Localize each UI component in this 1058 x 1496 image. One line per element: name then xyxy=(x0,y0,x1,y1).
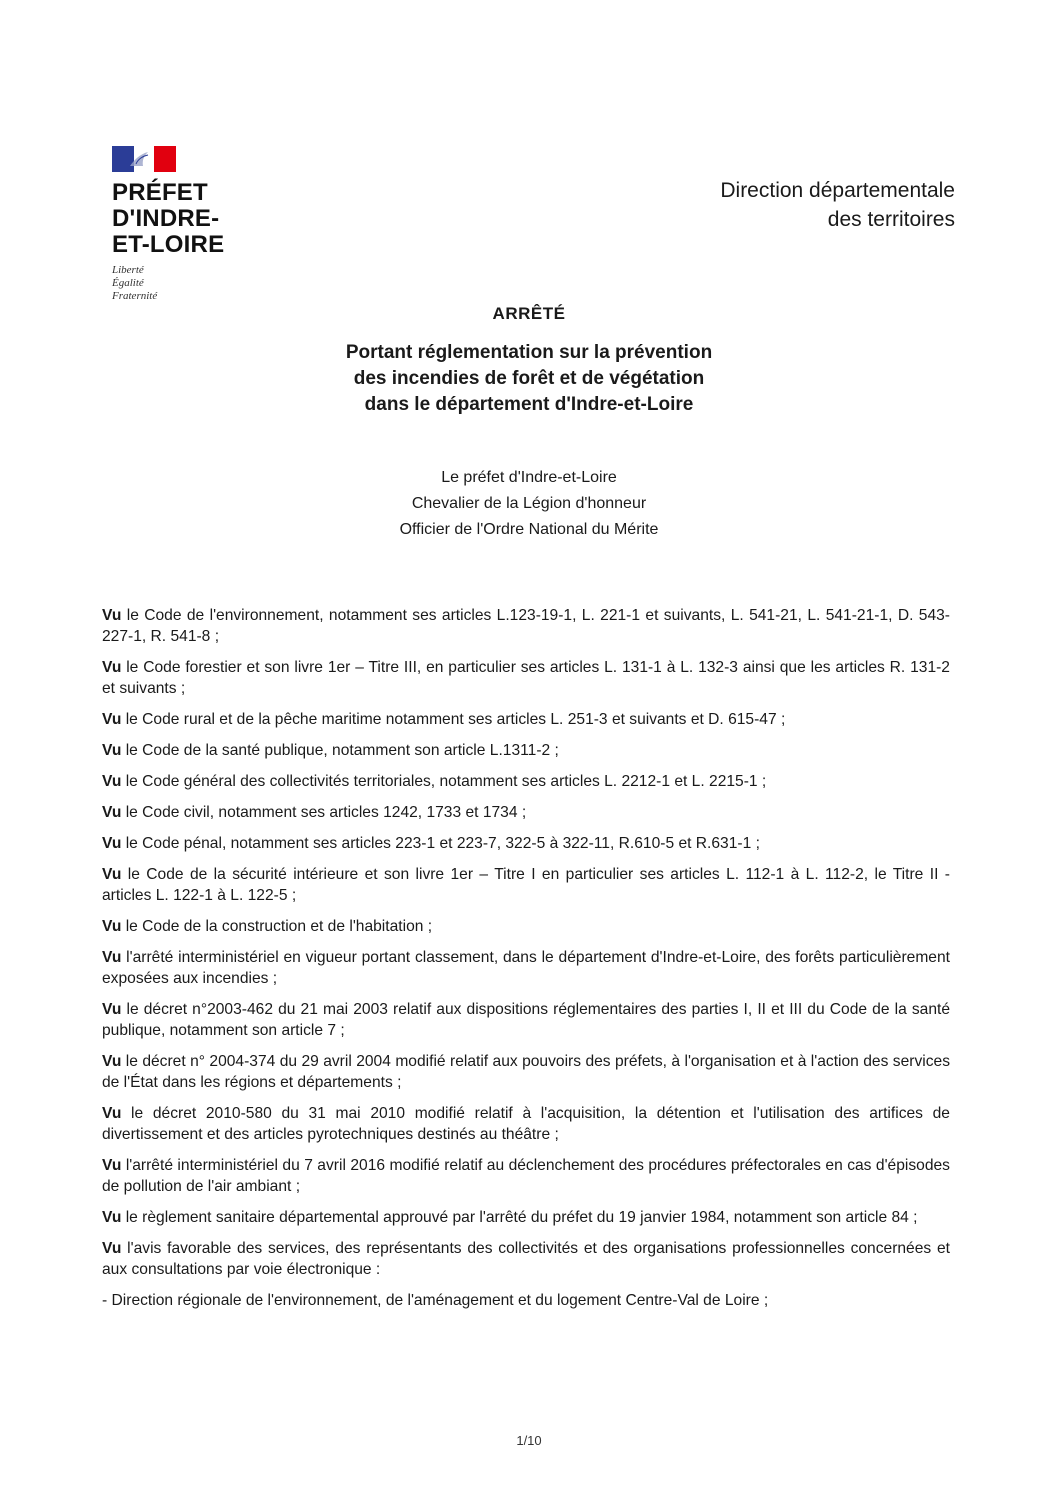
consultation-list-item: - Direction régionale de l'environnement, de l'aménagement et du logement Centre-Val de Loire ; xyxy=(102,1292,769,1309)
considerant-paragraph xyxy=(102,947,950,989)
vu-prefix: Vu xyxy=(102,1209,122,1226)
vu-prefix: Vu xyxy=(102,711,122,728)
vu-prefix: Vu xyxy=(102,835,122,852)
considerant-paragraph xyxy=(102,605,950,647)
document-subject xyxy=(0,340,1058,418)
considerant-text: le Code général des collectivités territoriales, notamment ses articles L. 2212-1 et L. 2215-1 ; xyxy=(125,773,767,790)
page-number: 1/10 xyxy=(516,1433,542,1448)
considerant-paragraph xyxy=(102,1155,950,1197)
subject-line: des incendies de forêt et de végétation xyxy=(353,368,705,389)
considerant-text: l'arrêté interministériel en vigueur portant classement, dans le département d'Indre-et-Loire, des forêts particulièrement exposées aux incendies ; xyxy=(102,949,950,987)
considerant-text: le Code de la construction et de l'habitation ; xyxy=(125,918,433,935)
considerant-text: le Code civil, notamment ses articles 1242, 1733 et 1734 ; xyxy=(125,804,527,821)
vu-prefix: Vu xyxy=(102,866,122,883)
considerant-text: l'arrêté interministériel du 7 avril 2016 modifié relatif au déclenchement des procédures préfectorales en cas d'épisodes de pollution de l'air ambiant ; xyxy=(102,1157,950,1195)
direction-line: des territoires xyxy=(827,208,955,231)
prefecture-logo xyxy=(112,146,252,303)
considerant-text: le décret 2010-580 du 31 mai 2010 modifié relatif à l'acquisition, la détention et l'utilisation des artifices de divertissement et des articles pyrotechniques destinés au théâtre ; xyxy=(102,1105,950,1143)
considerant-paragraph xyxy=(102,657,950,699)
considerant-paragraph xyxy=(102,916,950,937)
motto-line: Liberté xyxy=(112,264,144,276)
authority-line: Chevalier de la Légion d'honneur xyxy=(411,495,647,512)
motto-line: Égalité xyxy=(112,277,144,289)
vu-prefix: Vu xyxy=(102,1053,122,1070)
considerants-list xyxy=(102,605,950,1311)
considerant-paragraph xyxy=(102,1238,950,1280)
considerant-paragraph xyxy=(102,1051,950,1093)
motto-line: Fraternité xyxy=(112,290,158,302)
considerant-paragraph xyxy=(102,1103,950,1145)
considerant-text: le décret n° 2004-374 du 29 avril 2004 modifié relatif aux pouvoirs des préfets, à l'organisation et à l'action des services de l'État dans les régions et départements ; xyxy=(102,1053,950,1091)
authority-line: Officier de l'Ordre National du Mérite xyxy=(399,521,659,538)
subject-line: dans le département d'Indre-et-Loire xyxy=(364,394,694,415)
vu-prefix: Vu xyxy=(102,1240,122,1257)
subject-line: Portant réglementation sur la prévention xyxy=(345,342,713,363)
republic-motto xyxy=(112,264,252,303)
vu-prefix: Vu xyxy=(102,742,122,759)
vu-prefix: Vu xyxy=(102,607,122,624)
considerant-text: l'avis favorable des services, des représentants des collectivités et des organisations professionnelles concernées et aux consultations par voie électronique : xyxy=(102,1240,950,1278)
prefet-line: ET-LOIRE xyxy=(112,231,225,258)
considerant-text: le décret n°2003-462 du 21 mai 2003 relatif aux dispositions réglementaires des parties I, II et III du Code de la santé publique, notamment son article 7 ; xyxy=(102,1001,950,1039)
considerant-text: le Code pénal, notamment ses articles 223-1 et 223-7, 322-5 à 322-11, R.610-5 et R.631-1 ; xyxy=(125,835,760,852)
vu-prefix: Vu xyxy=(102,949,122,966)
considerant-paragraph xyxy=(102,833,950,854)
vu-prefix: Vu xyxy=(102,1001,122,1018)
prefet-line: PRÉFET xyxy=(112,179,208,206)
prefet-line: D'INDRE- xyxy=(112,205,220,232)
issuing-direction xyxy=(720,176,955,234)
issuing-authority xyxy=(0,465,1058,543)
direction-line: Direction départementale xyxy=(720,179,955,202)
vu-prefix: Vu xyxy=(102,1157,122,1174)
considerant-paragraph xyxy=(102,709,950,730)
considerant-text: le Code de l'environnement, notamment ses articles L.123-19-1, L. 221-1 et suivants, L. 541-21, L. 541-21-1, D. 543-227-1, R. 541-8 ; xyxy=(102,607,950,645)
vu-prefix: Vu xyxy=(102,773,122,790)
vu-prefix: Vu xyxy=(102,659,122,676)
considerant-text: le Code rural et de la pêche maritime notamment ses articles L. 251-3 et suivants et D. 615-47 ; xyxy=(125,711,786,728)
vu-prefix: Vu xyxy=(102,918,122,935)
considerant-paragraph xyxy=(102,802,950,823)
considerant-paragraph xyxy=(102,999,950,1041)
considerant-text: le règlement sanitaire départemental approuvé par l'arrêté du préfet du 19 janvier 1984, notamment son article 84 ; xyxy=(125,1209,918,1226)
considerant-text: le Code de la santé publique, notamment son article L.1311-2 ; xyxy=(125,742,559,759)
authority-line: Le préfet d'Indre-et-Loire xyxy=(441,469,617,486)
document-title: ARRÊTÉ xyxy=(492,304,566,323)
marianne-flag-icon xyxy=(112,146,176,172)
prefet-name xyxy=(112,180,252,258)
considerant-paragraph xyxy=(102,771,950,792)
vu-prefix: Vu xyxy=(102,804,122,821)
considerant-paragraph xyxy=(102,1207,950,1228)
vu-prefix: Vu xyxy=(102,1105,122,1122)
considerant-paragraph xyxy=(102,864,950,906)
considerant-paragraph xyxy=(102,740,950,761)
considerant-text: le Code forestier et son livre 1er – Titre III, en particulier ses articles L. 131-1 à L. 132-3 ainsi que les articles R. 131-2 et suivants ; xyxy=(102,659,950,697)
considerant-text: le Code de la sécurité intérieure et son livre 1er – Titre I en particulier ses articles L. 112-1 à L. 112-2, le Titre II - articles L. 122-1 à L. 122-5 ; xyxy=(102,866,950,904)
